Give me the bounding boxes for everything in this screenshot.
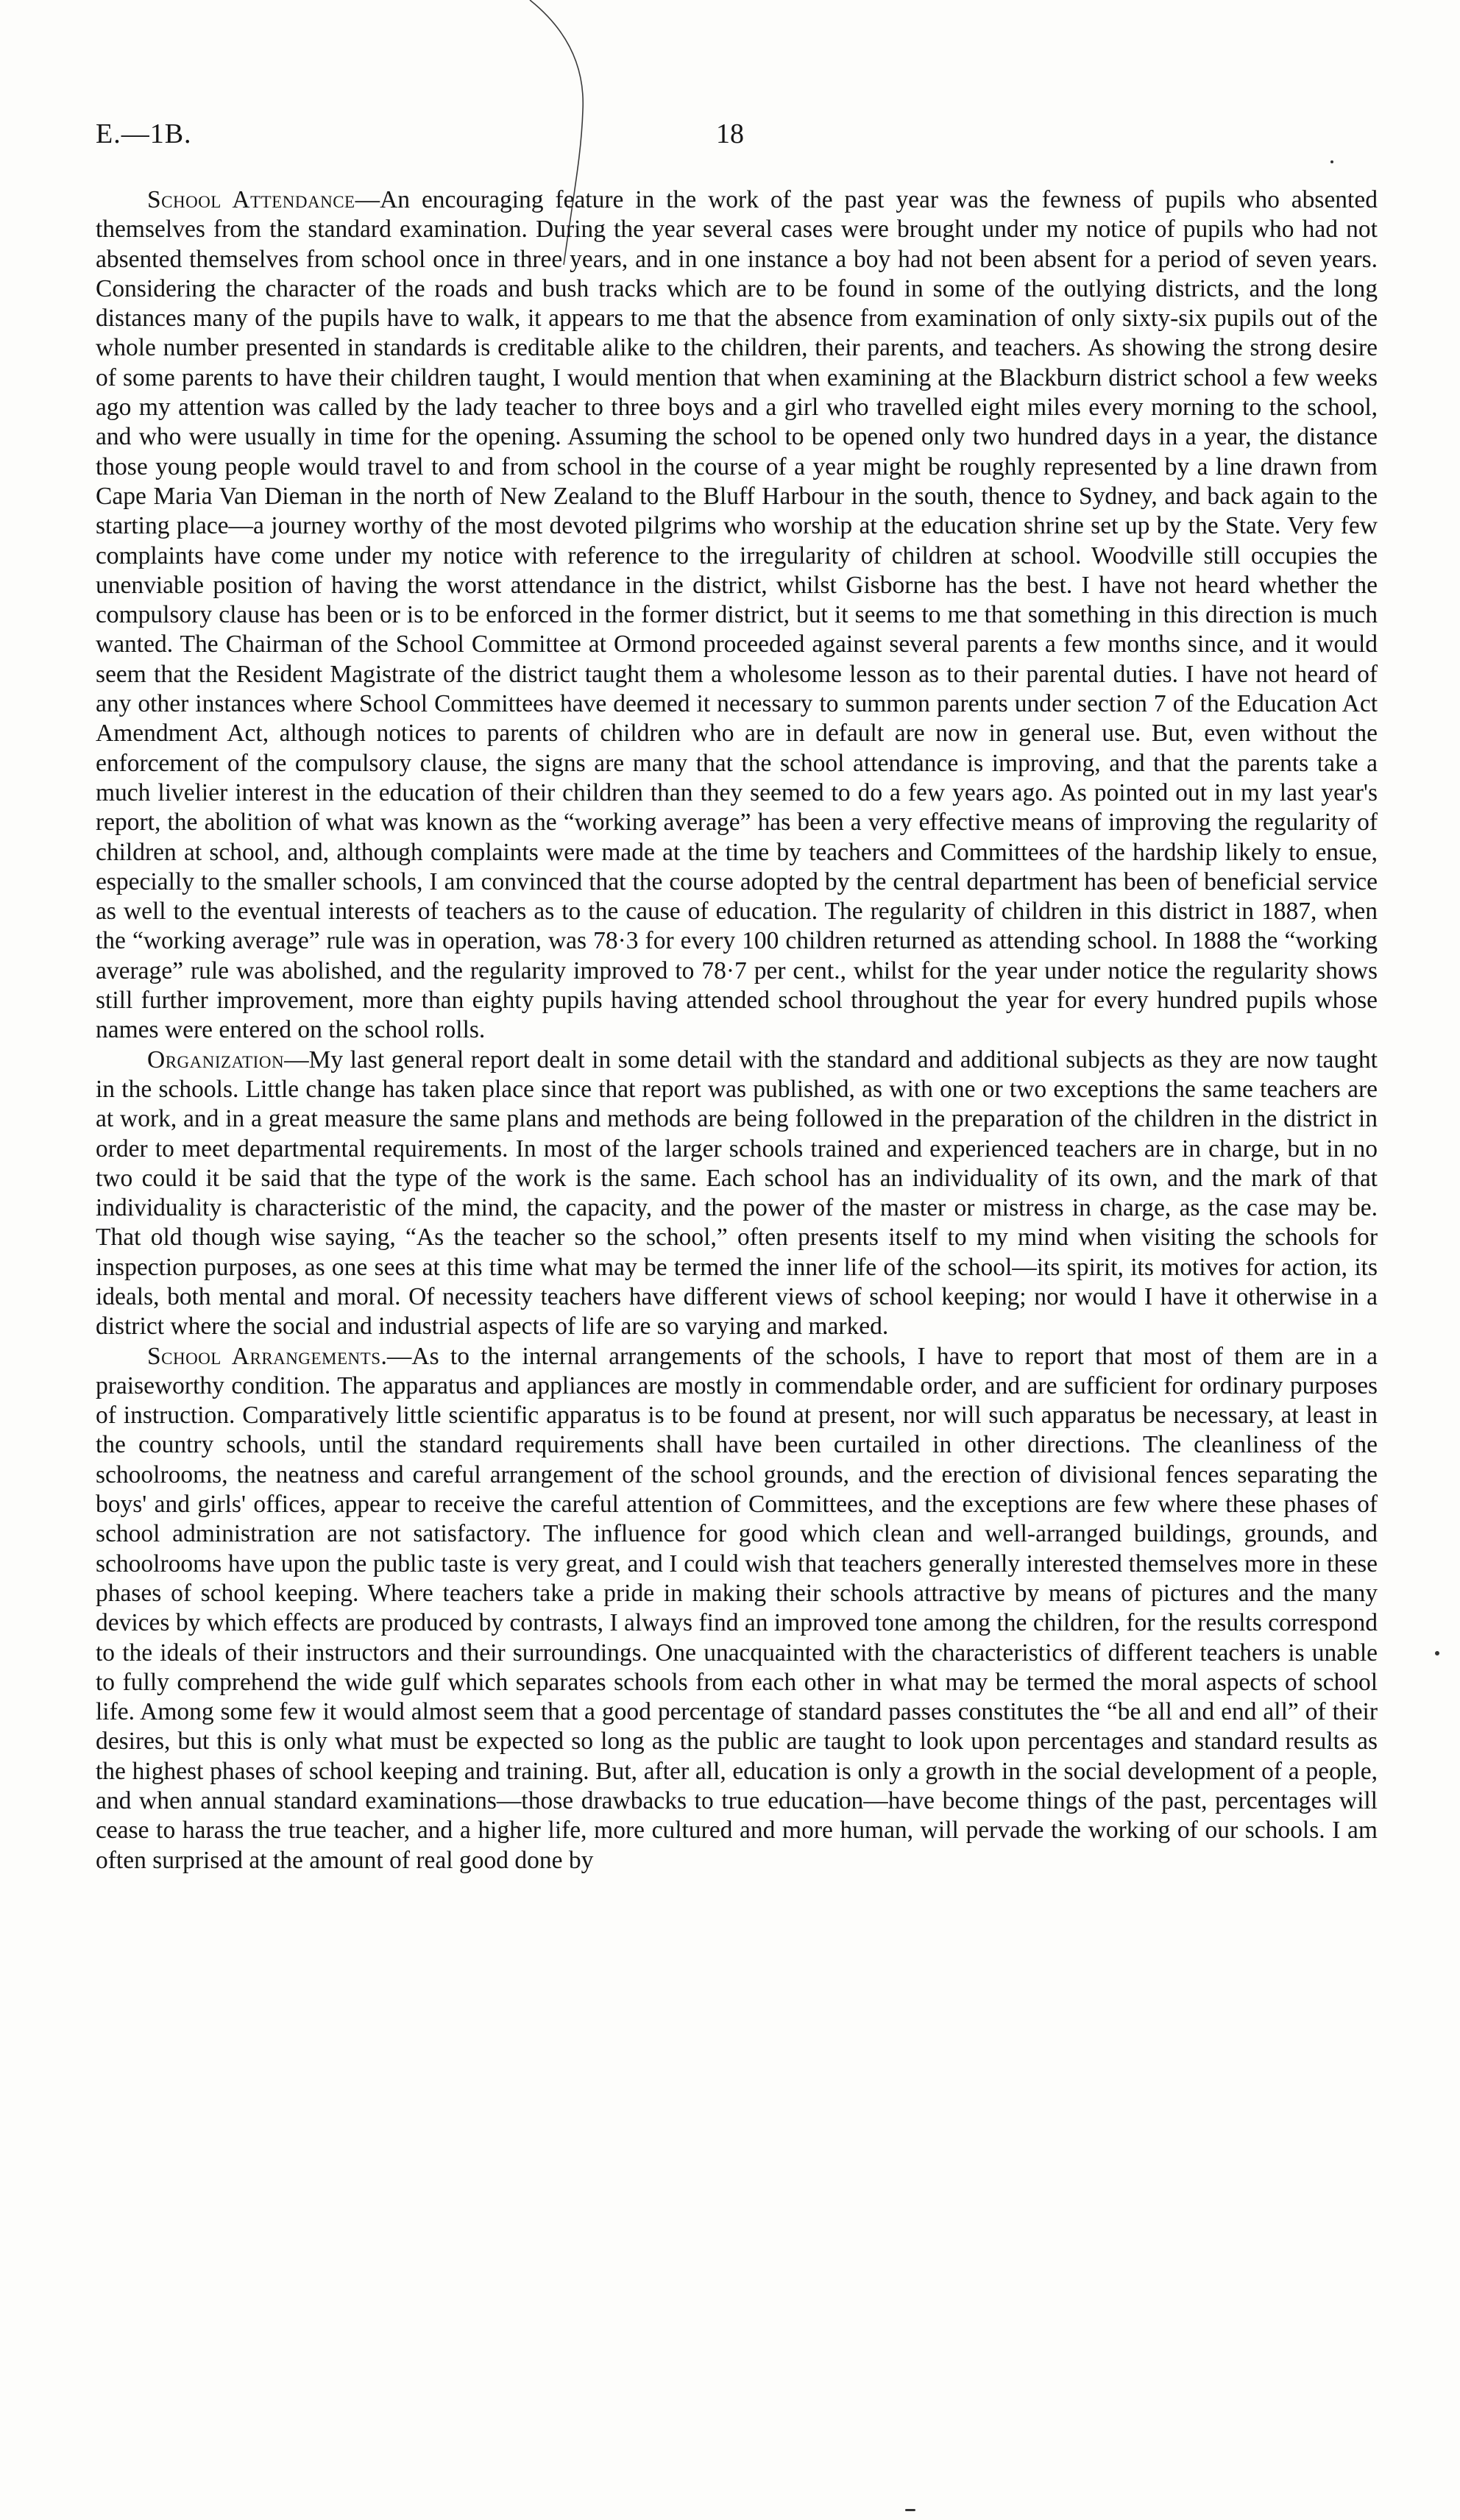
page-header	[96, 118, 1364, 162]
paragraph-school-arrangements	[96, 1342, 1378, 1875]
paragraph-text: .—As to the internal arrangements of the schools, I have to report that most of them are in a praiseworthy condition. The apparatus and appliances are mostly in commendable order, and are sufficient for ordinary purposes of instruction. Comparatively little scientific apparatus is to be found at present, nor will such apparatus be necessary, at least in the country schools, until the standard requirements shall have been curtailed in other directions. The cleanliness of the schoolrooms, the neatness and careful arrangement of the school grounds, and the erection of divisional fences separating the boys' and girls' offices, appear to receive the careful attention of Committees, and the exceptions are few where these phases of school administration are not satisfactory. The influence for good which clean and well-arranged buildings, grounds, and schoolrooms have upon the public taste is very great, and I could wish that teachers generally interested themselves more in these phases of school keeping. Where teachers take a pride in making their schools attractive by means of pictures and the many devices by which effects are produced by contrasts, I always find an improved tone among the children, for the results correspond to the ideals of their instructors and their surroundings. One unacquainted with the characteristics of different teachers is unable to fully comprehend the wide gulf which separates schools from each other in what may be termed the moral aspects of school life. Among some few it would almost seem that a good percentage of standard passes constitutes the “be all and end all” of their desires, but this is only what must be expected so long as the public are taught to look upon percentages and standard results as the highest phases of school keeping and training. But, after all, education is only a growth in the social development of a people, and when annual standard examinations—those drawbacks to true education—have become things of the past, percentages will cease to harass the true teacher, and a higher life, more cultured and more human, will pervade the working of our schools. I am often surprised at the amount of real good done by	[96, 1342, 1378, 1874]
document-reference: E.—1B.	[96, 118, 192, 149]
paragraph-school-attendance	[96, 185, 1378, 1046]
section-heading: Organization	[147, 1046, 285, 1073]
ink-speck	[1330, 160, 1333, 163]
section-heading: School Arrangements	[147, 1342, 381, 1370]
section-heading: School Attendance	[147, 186, 355, 213]
paragraph-text: —My last general report dealt in some detail with the standard and additional subjects as they are now taught in the schools. Little change has taken place since that report was published, as with one or two exceptions the same teachers are at work, and in a great measure the same plans and methods are being followed in the preparation of the children in the district in order to meet departmental requirements. In most of the larger schools trained and experienced teachers are in charge, but in no two could it be said that the type of the work is the same. Each school has an individuality of its own, and the mark of that individuality is characteristic of the mind, the capacity, and the power of the master or mistress in charge, as the case may be. That old though wise saying, “As the teacher so the school,” often presents itself to my mind when visiting the schools for inspection purposes, as one sees at this time what may be termed the inner life of the school—its spirit, its motives for action, its ideals, both mental and moral. Of necessity teachers have different views of school keeping; nor would I have it otherwise in a district where the social and industrial aspects of life are so varying and marked.	[96, 1046, 1378, 1341]
page-number: 18	[716, 118, 744, 149]
body-text	[96, 185, 1378, 1875]
paragraph-text: —An encouraging feature in the work of the past year was the fewness of pupils who absented themselves from the standard examination. During the year several cases were brought under my notice of pupils who had not absented themselves from school once in three years, and in one instance a boy had not been absent for a period of seven years. Considering the character of the roads and bush tracks which are to be found in some of the outlying districts, and the long distances many of the pupils have to walk, it appears to me that the absence from examination of only sixty-six pupils out of the whole number presented in standards is creditable alike to the children, their parents, and teachers. As showing the strong desire of some parents to have their children taught, I would mention that when examining at the Blackburn district school a few weeks ago my attention was called by the lady teacher to three boys and a girl who travelled eight miles every morning to the school, and who were usually in time for the opening. Assuming the school to be opened only two hundred days in a year, the distance those young people would travel to and from school in the course of a year might be roughly represented by a line drawn from Cape Maria Van Dieman in the north of New Zealand to the Bluff Harbour in the south, thence to Sydney, and back again to the starting place—a journey worthy of the most devoted pilgrims who worship at the education shrine set up by the State. Very few complaints have come under my notice with reference to the irregularity of children at school. Woodville still occupies the unenviable position of having the worst attendance in the district, whilst Gisborne has the best. I have not heard whether the compulsory clause has been or is to be enforced in the former district, but it seems to me that something in this direction is much wanted. The Chairman of the School Committee at Ormond proceeded against several parents a few months since, and it would seem that the Resident Magistrate of the district taught them a wholesome lesson as to their parental duties. I have not heard of any other instances where School Committees have deemed it necessary to summon parents under section 7 of the Education Act Amendment Act, although notices to parents of children who are in default are now in general use. But, even without the enforcement of the compulsory clause, the signs are many that the school attendance is improving, and that the parents take a much livelier interest in the education of their children than they seemed to do a few years ago. As pointed out in my last year's report, the abolition of what was known as the “working average” has been a very effective means of improving the regularity of children at school, and, although complaints were made at the time by teachers and Committees of the hardship likely to ensue, especially to the smaller schools, I am convinced that the course adopted by the central department has been of beneficial service as well to the eventual interests of teachers as to the cause of education. The regularity of children in this district in 1887, when the “working average” rule was in operation, was 78·3 for every 100 children returned as attending school. In 1888 the “working average” rule was abolished, and the regularity improved to 78·7 per cent., whilst for the year under notice the regularity shows still further improvement, more than eighty pupils having attended school throughout the year for every hundred pupils whose names were entered on the school rolls.	[96, 186, 1378, 1044]
paragraph-organization	[96, 1046, 1378, 1342]
ink-speck	[905, 2509, 915, 2511]
ink-speck	[1435, 1651, 1439, 1655]
